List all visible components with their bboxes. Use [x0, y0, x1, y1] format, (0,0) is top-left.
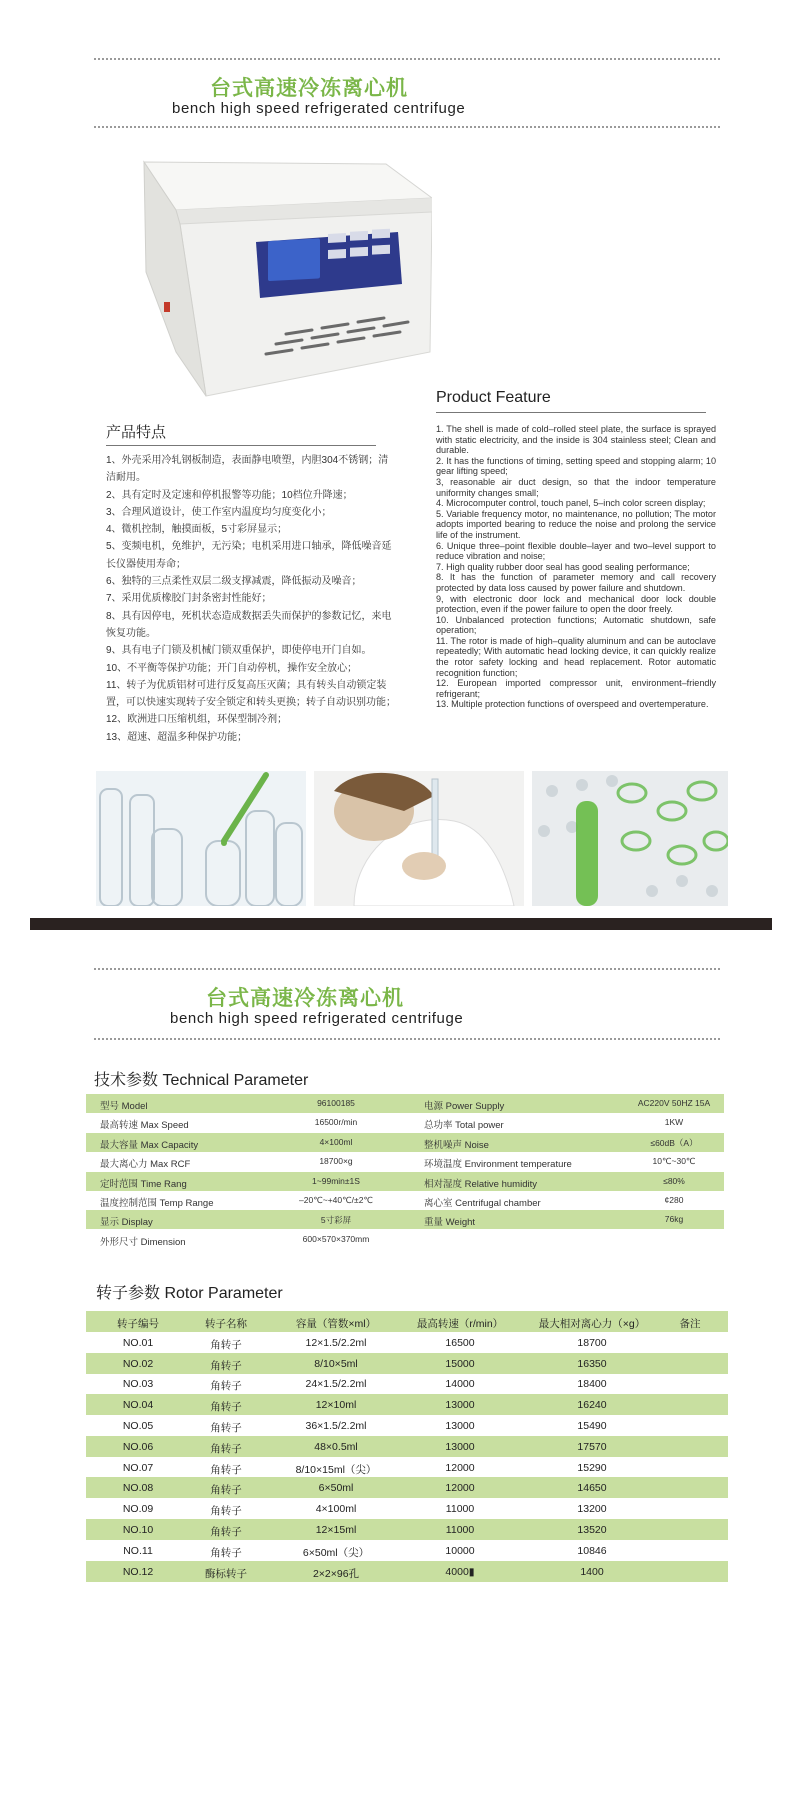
top-title-en: bench high speed refrigerated centrifuge — [172, 100, 466, 117]
rotor-cell: 13000 — [445, 1420, 475, 1432]
feature-item-en: 10. Unbalanced protection functions; Automatic shutdown, safe operation; — [436, 614, 716, 636]
feature-item-en: 5. Variable frequency motor, no maintenance, no pollution; The motor adopts imported bearing to reduce the noise and prolong the service life of the instrument. — [436, 508, 716, 540]
rotor-cell: 4000▮ — [445, 1565, 475, 1578]
tech-row — [86, 1113, 724, 1132]
rotor-cell: 17570 — [577, 1440, 607, 1453]
bottom-title-en: bench high speed refrigerated centrifuge — [170, 1010, 464, 1027]
feature-item-cn: 10、不平衡等保护功能；开门自动停机，操作安全放心； — [106, 662, 358, 674]
feature-item-en: 1. The shell is made of cold–rolled steel plate, the surface is sprayed with static electricity, and the inside is 304 stainless steel; Clean and durable. — [436, 424, 716, 456]
feature-underline-cn — [106, 445, 376, 446]
feature-item-en: 3, reasonable air duct design, so that the indoor temperature uniformity changes small; — [436, 476, 716, 498]
power-switch — [164, 302, 170, 312]
rotor-cell: 角转子 — [210, 1338, 242, 1351]
feature-item-en: 4. Microcomputer control, touch panel, 5–inch color screen display; — [436, 498, 706, 509]
technical-heading: 技术参数 Technical Parameter — [94, 1072, 309, 1089]
rotor-cell: 13520 — [577, 1524, 607, 1536]
rotor-cell: 角转子 — [210, 1380, 242, 1393]
feature-item-en: 12. European imported compressor unit, environment–friendly refrigerant; — [436, 678, 716, 699]
screen — [268, 238, 320, 281]
rotor-cell: 10846 — [577, 1544, 607, 1557]
rotor-row — [86, 1353, 728, 1374]
tech-left-label: 定时范围 Time Rang — [100, 1178, 187, 1190]
feature-list-cn — [106, 452, 396, 746]
rotor-cell: 13200 — [577, 1503, 607, 1516]
rotor-row — [86, 1519, 728, 1540]
rotor-cell: 48×0.5ml — [314, 1440, 358, 1453]
rotor-cell: NO.11 — [123, 1544, 153, 1557]
tech-right-value: 10℃~30℃ — [652, 1156, 696, 1167]
rotor-header-cell: 最高转速（r/min） — [416, 1318, 504, 1330]
tech-right-value: 76kg — [664, 1214, 684, 1225]
rotor-cell: NO.02 — [122, 1357, 154, 1370]
rotor-cell: 角转子 — [210, 1526, 242, 1538]
top-title-cn: 台式高速冷冻离心机 — [210, 77, 408, 100]
rotor-cell: 18700 — [577, 1336, 607, 1349]
rotor-cell: NO.10 — [122, 1524, 154, 1536]
tech-right-label: 整机噪声 Noise — [424, 1139, 489, 1151]
rotor-cell: 24×1.5/2.2ml — [305, 1378, 367, 1391]
rotor-cell: 10000 — [445, 1544, 475, 1557]
tech-right-label: 电源 Power Supply — [424, 1101, 505, 1112]
feature-heading-en: Product Feature — [436, 389, 551, 406]
rotor-row — [86, 1373, 728, 1394]
tech-left-value: 18700×g — [319, 1156, 353, 1167]
rotor-cell: 8/10×15ml（尖） — [295, 1463, 377, 1476]
feature-list-en — [436, 424, 716, 710]
feature-item-en: 2. It has the functions of timing, setting speed and stopping alarm; 10 gear lifting speed; — [436, 455, 716, 477]
tech-right-label: 总功率 Total power — [424, 1120, 504, 1132]
rotor-header-row — [86, 1311, 728, 1332]
tech-right-value: AC220V 50HZ 15A — [637, 1098, 711, 1108]
rotor-header-cell: 转子编号 — [117, 1318, 159, 1330]
rotor-cell: NO.05 — [122, 1420, 154, 1432]
feature-item-cn: 12、欧洲进口压缩机组，环保型制冷剂； — [106, 714, 288, 726]
rotor-cell: 角转子 — [210, 1484, 242, 1497]
rotor-cell: 角转子 — [210, 1505, 242, 1518]
rotor-cell: NO.04 — [122, 1399, 154, 1412]
feature-item-cn: 7、采用优质橡胶门封条密封性能好； — [106, 593, 272, 605]
rotor-cell: 16500 — [445, 1336, 475, 1349]
rotor-cell: 2×2×96孔 — [312, 1567, 360, 1580]
rotor-heading: 转子参数 Rotor Parameter — [96, 1285, 283, 1302]
tech-left-label: 显示 Display — [100, 1217, 153, 1229]
rotor-cell: 1400 — [580, 1565, 604, 1578]
rotor-row — [86, 1561, 728, 1582]
rotor-cell: NO.01 — [122, 1336, 154, 1349]
tech-row — [86, 1152, 724, 1171]
tech-right-label: 重量 Weight — [424, 1217, 476, 1229]
rotor-cell: 6×50ml — [318, 1482, 354, 1495]
rotor-row — [86, 1540, 728, 1561]
tech-left-label: 型号 Model — [100, 1101, 148, 1112]
tech-right-value: 1KW — [664, 1117, 684, 1128]
rotor-cell: NO.07 — [122, 1461, 154, 1474]
tech-row — [86, 1094, 724, 1113]
rotor-cell: 角转子 — [210, 1422, 242, 1434]
feature-item-cn: 11、转子为优质铝材可进行反复高压灭菌；具有转头自动锁定装置，可以快速实现转子安全锁定和转头更换；转子自动识别功能； — [106, 679, 396, 709]
feature-item-cn: 3、合理风道设计，使工作室内温度均匀度变化小； — [106, 506, 332, 518]
rotor-cell: NO.09 — [122, 1503, 154, 1516]
rotor-row — [86, 1498, 728, 1519]
feature-item-en: 6. Unique three–point flexible double–layer and two–level support to reduce vibration and noise; — [436, 540, 716, 562]
feature-item-cn: 13、超速、超温多种保护功能； — [106, 731, 248, 743]
tech-right-value: ≤80% — [663, 1175, 685, 1186]
tech-row — [86, 1230, 724, 1249]
feature-item-en: 7. High quality rubber door seal has good sealing performance; — [436, 561, 690, 572]
centrifuge-image — [136, 152, 432, 400]
rotor-row — [86, 1332, 728, 1353]
feature-item-en: 9, with electronic door lock and mechanical door lock double protection, even if the power failure to open the door freely. — [436, 593, 716, 615]
tech-left-label: 最大容量 Max Capacity — [100, 1139, 199, 1151]
tech-right-label: 环境温度 Environment temperature — [424, 1159, 572, 1171]
rotor-cell: 14650 — [577, 1482, 607, 1495]
feature-underline-en — [436, 412, 706, 413]
rotor-cell: 16350 — [577, 1357, 607, 1370]
rotor-cell: 15000 — [445, 1357, 475, 1370]
feature-item-cn: 5、变频电机，免维护，无污染；电机采用进口轴承，降低噪音延长仪器使用寿命； — [106, 541, 392, 570]
tech-left-label: 温度控制范围 Temp Range — [100, 1198, 214, 1209]
rotor-cell: 角转子 — [210, 1546, 242, 1559]
rotor-cell: 14000 — [445, 1378, 475, 1391]
rotor-row — [86, 1477, 728, 1498]
rotor-cell: 15290 — [577, 1461, 607, 1474]
test-tubes-photo — [96, 771, 306, 906]
rotor-cell: 11000 — [445, 1524, 475, 1536]
feature-heading-cn: 产品特点 — [106, 424, 167, 441]
feature-item-cn: 2、具有定时及定速和停机报警等功能；10档位升降速； — [106, 489, 353, 501]
tech-row — [86, 1133, 724, 1152]
rotor-cell: 8/10×5ml — [314, 1357, 358, 1370]
tech-left-value: –20℃~+40℃/±2℃ — [299, 1195, 373, 1205]
tech-row — [86, 1210, 724, 1229]
rotor-cell: 12000 — [445, 1461, 475, 1474]
rotor-cell: 13000 — [445, 1399, 475, 1412]
section-divider — [30, 918, 772, 930]
rotor-cell: 36×1.5/2.2ml — [305, 1420, 367, 1432]
rotor-cell: 6×50ml（尖） — [302, 1546, 370, 1559]
top-dotted-rule-2 — [94, 126, 720, 128]
rotor-row — [86, 1457, 728, 1478]
rotor-row — [86, 1436, 728, 1457]
tech-left-value: 600×570×370mm — [302, 1233, 370, 1244]
rotor-cell: 4×100ml — [315, 1503, 357, 1516]
feature-item-en: 11. The rotor is made of high–quality aluminum and can be autoclave repeatedly; With automatic head locking device, it can quickly realize the rotor safety locking and head replacement. Rotor automatic recognition function; — [436, 635, 716, 678]
tech-right-label: 离心室 Centrifugal chamber — [424, 1198, 541, 1209]
rotor-cell: NO.06 — [122, 1440, 154, 1453]
tech-left-value: 4×100ml — [319, 1136, 353, 1147]
top-dotted-rule — [94, 58, 720, 60]
rotor-cell: 18400 — [577, 1378, 607, 1391]
rotor-cell: 角转子 — [210, 1401, 242, 1414]
feature-item-cn: 1、外壳采用冷轧钢板制造，表面静电喷塑，内胆304不锈钢；清洁耐用。 — [106, 455, 389, 484]
tech-left-label: 最高转速 Max Speed — [100, 1120, 189, 1132]
rotor-header-cell: 转子名称 — [205, 1318, 247, 1330]
green-tubes-photo — [532, 771, 728, 906]
rotor-header-cell: 备注 — [679, 1318, 701, 1330]
rotor-cell: 12×10ml — [315, 1399, 357, 1412]
tech-left-value: 1~99min±1S — [312, 1175, 360, 1186]
rotor-cell: 16240 — [577, 1399, 607, 1412]
rotor-cell: 15490 — [577, 1420, 607, 1432]
feature-item-cn: 4、微机控制，触摸面板，5寸彩屏显示； — [106, 524, 288, 536]
rotor-cell: 酶标转子 — [205, 1567, 247, 1580]
tech-right-value: ¢280 — [664, 1195, 684, 1205]
tech-row — [86, 1172, 724, 1191]
rotor-cell: 11000 — [445, 1503, 475, 1516]
rotor-cell: 角转子 — [210, 1442, 242, 1455]
rotor-cell: NO.12 — [122, 1565, 154, 1578]
tech-left-label: 外形尺寸 Dimension — [100, 1236, 186, 1248]
feature-item-cn: 6、独特的三点柔性双层二级支撑减震，降低振动及噪音； — [106, 576, 362, 588]
feature-item-cn: 8、具有因停电，死机状态造成数据丢失而保护的参数记忆，来电恢复功能。 — [106, 610, 392, 639]
rotor-cell: 角转子 — [210, 1463, 242, 1476]
rotor-cell: 13000 — [445, 1440, 475, 1453]
tech-left-value: 16500r/min — [314, 1117, 358, 1128]
rotor-row — [86, 1394, 728, 1415]
rotor-cell: NO.03 — [122, 1378, 154, 1391]
tech-left-label: 最大离心力 Max RCF — [100, 1159, 191, 1171]
rotor-row — [86, 1415, 728, 1436]
tech-right-label: 相对湿度 Relative humidity — [424, 1178, 537, 1190]
rotor-cell: 12×1.5/2.2ml — [305, 1336, 367, 1349]
scientist-photo — [314, 771, 524, 906]
rotor-header-cell: 容量（管数×ml） — [295, 1318, 377, 1330]
rotor-cell: 角转子 — [210, 1359, 242, 1372]
tech-row — [86, 1191, 724, 1210]
feature-item-en: 8. It has the function of parameter memory and call recovery protected by data loss caused by power failure and shutdown. — [436, 572, 716, 593]
rotor-cell: 12000 — [445, 1482, 475, 1495]
bottom-dotted-rule — [94, 968, 720, 970]
tech-left-value: 96100185 — [317, 1098, 355, 1108]
tech-left-value: 5寸彩屏 — [320, 1215, 352, 1226]
bottom-title-cn: 台式高速冷冻离心机 — [206, 987, 404, 1010]
bottom-dotted-rule-2 — [94, 1038, 720, 1040]
feature-item-cn: 9、具有电子门锁及机械门锁双重保护，即使停电开门自如。 — [106, 645, 372, 657]
feature-item-en: 13. Multiple protection functions of overspeed and overtemperature. — [436, 699, 709, 710]
tech-right-value: ≤60dB（A） — [650, 1137, 698, 1148]
rotor-header-cell: 最大相对离心力（×g） — [538, 1318, 646, 1330]
rotor-cell: 12×15ml — [315, 1524, 357, 1536]
rotor-cell: NO.08 — [122, 1482, 154, 1495]
